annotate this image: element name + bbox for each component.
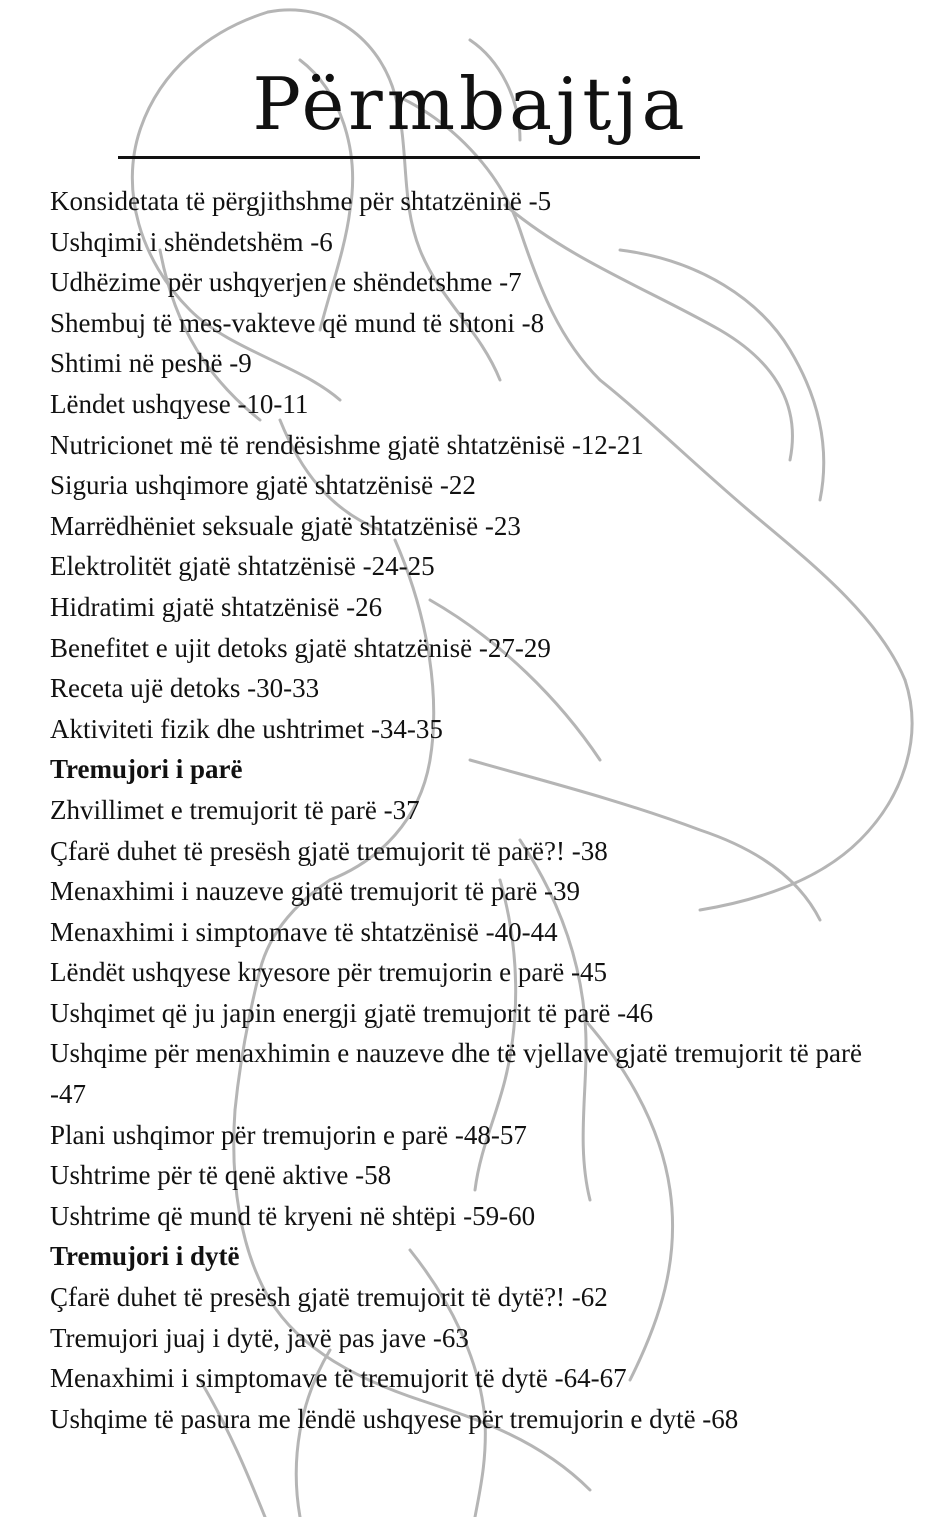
toc-entry: Ushqimet që ju japin energji gjatë tremujorit të parë -46 [50, 997, 654, 1028]
toc-entry: Hidratimi gjatë shtatzënisë -26 [50, 591, 383, 622]
toc-entry: Menaxhimi i simptomave të shtatzënisë -40-44 [50, 916, 558, 947]
toc-entry: Udhëzime për ushqyerjen e shëndetshme -7 [50, 267, 522, 298]
toc-entry: Ushtrime për të qenë aktive -58 [50, 1160, 392, 1191]
toc-entry: Ushqime për menaxhimin e nauzeve dhe të vjellave gjatë tremujorit të parë -47 [50, 1038, 862, 1110]
toc-entry: Çfarë duhet të presësh gjatë tremujorit të parë?! -38 [50, 835, 608, 866]
toc-entry: Aktiviteti fizik dhe ushtrimet -34-35 [50, 713, 443, 744]
table-of-contents [50, 181, 895, 1439]
toc-entry: Çfarë duhet të presësh gjatë tremujorit të dytë?! -62 [50, 1282, 608, 1313]
toc-entry: Ushqimi i shëndetshëm -6 [50, 226, 333, 257]
toc-entry: Lëndët ushqyese kryesore për tremujorin e parë -45 [50, 957, 608, 988]
toc-entry: Konsidetata të përgjithshme për shtatzëninë -5 [50, 186, 552, 216]
toc-entry: Benefitet e ujit detoks gjatë shtatzënisë -27-29 [50, 632, 551, 663]
toc-entry: Menaxhimi i simptomave të tremujorit të dytë -64-67 [50, 1363, 627, 1394]
toc-entry: Shtimi në peshë -9 [50, 348, 252, 379]
toc-entry: Marrëdhëniet seksuale gjatë shtatzënisë -23 [50, 510, 521, 541]
toc-entry: Siguria ushqimore gjatë shtatzënisë -22 [50, 470, 476, 501]
toc-entry: Nutricionet më të rendësishme gjatë shtatzënisë -12-21 [50, 429, 644, 460]
page-title: Përmbajtja [252, 62, 689, 146]
toc-entry: Shembuj të mes-vakteve që mund të shtoni -8 [50, 307, 545, 338]
section-heading-second-trimester: Tremujori i dytë [50, 1241, 240, 1272]
toc-entry: Zhvillimet e tremujorit të parë -37 [50, 794, 420, 825]
toc-entry: Receta ujë detoks -30-33 [50, 673, 320, 704]
toc-entry: Ushqime të pasura me lëndë ushqyese për tremujorin e dytë -68 [50, 1403, 739, 1434]
toc-entry: Elektrolitët gjatë shtatzënisë -24-25 [50, 551, 435, 582]
section-heading-first-trimester: Tremujori i parë [50, 754, 243, 785]
toc-entry: Plani ushqimor për tremujorin e parë -48-57 [50, 1119, 527, 1150]
toc-entry: Ushtrime që mund të kryeni në shtëpi -59-60 [50, 1200, 536, 1231]
toc-entry: Lëndet ushqyese -10-11 [50, 388, 309, 419]
toc-entry: Menaxhimi i nauzeve gjatë tremujorit të parë -39 [50, 876, 581, 907]
toc-entry: Tremujori juaj i dytë, javë pas jave -63 [50, 1322, 469, 1353]
title-underline [118, 156, 700, 159]
